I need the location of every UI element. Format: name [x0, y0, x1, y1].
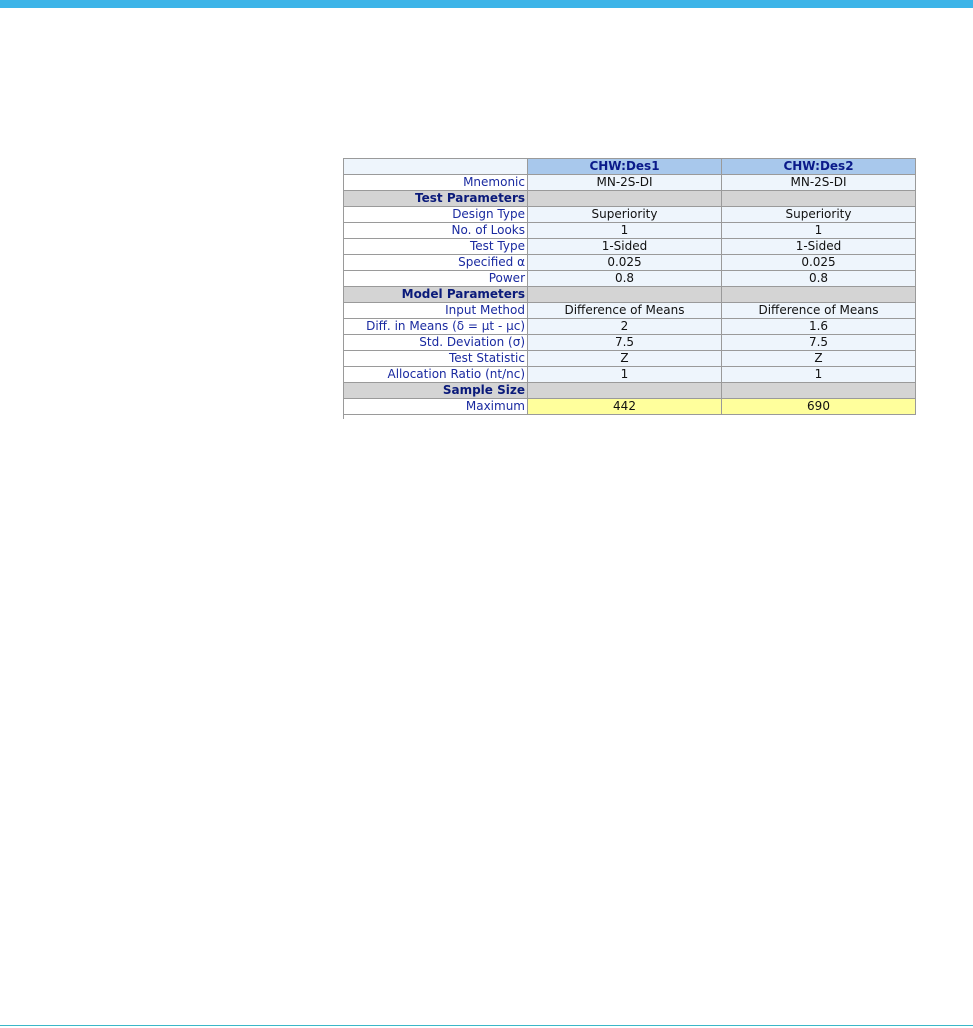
section-row-sample-size [344, 383, 916, 399]
value-cell-des1[interactable]: Z [528, 351, 722, 367]
value-cell-des2[interactable]: Difference of Means [722, 303, 916, 319]
row-label: Design Type [344, 207, 528, 223]
table-body [344, 175, 916, 415]
value-cell-des2[interactable]: 1.6 [722, 319, 916, 335]
value-cell-des1[interactable]: 7.5 [528, 335, 722, 351]
row-label: Allocation Ratio (nt/nc) [344, 367, 528, 383]
row-label: Specified α [344, 255, 528, 271]
design-comparison-table [343, 158, 916, 415]
table-header-row [344, 159, 916, 175]
row-label: Test Type [344, 239, 528, 255]
row-label: No. of Looks [344, 223, 528, 239]
value-cell-des2[interactable]: 690 [722, 399, 916, 415]
table-row-allocation-ratio-nt-nc [344, 367, 916, 383]
table-row-no-of-looks [344, 223, 916, 239]
value-cell-des1[interactable]: 0.8 [528, 271, 722, 287]
row-label: Input Method [344, 303, 528, 319]
bottom-divider [0, 1025, 973, 1026]
row-label: Test Statistic [344, 351, 528, 367]
row-label: Diff. in Means (δ = μt - μc) [344, 319, 528, 335]
value-cell-des2[interactable]: 0.8 [722, 271, 916, 287]
value-cell-des2[interactable]: 1 [722, 223, 916, 239]
design-comparison-table-container [343, 158, 915, 419]
value-cell-des2[interactable]: 1 [722, 367, 916, 383]
value-cell-des2[interactable]: 7.5 [722, 335, 916, 351]
row-label: Maximum [344, 399, 528, 415]
table-row-test-statistic [344, 351, 916, 367]
table-tail-border [343, 415, 344, 419]
row-label: Mnemonic [344, 175, 528, 191]
table-row-maximum [344, 399, 916, 415]
value-cell-des2[interactable]: 0.025 [722, 255, 916, 271]
table-row-specified [344, 255, 916, 271]
column-header-des2[interactable]: CHW:Des2 [722, 159, 916, 175]
section-filler-cell [722, 191, 916, 207]
value-cell-des2[interactable]: MN-2S-DI [722, 175, 916, 191]
table-row-mnemonic [344, 175, 916, 191]
row-label: Power [344, 271, 528, 287]
value-cell-des1[interactable]: 1 [528, 223, 722, 239]
value-cell-des1[interactable]: 0.025 [528, 255, 722, 271]
section-row-model-parameters [344, 287, 916, 303]
section-heading: Test Parameters [344, 191, 528, 207]
top-accent-bar [0, 0, 973, 8]
section-filler-cell [528, 383, 722, 399]
value-cell-des2[interactable]: 1-Sided [722, 239, 916, 255]
table-row-input-method [344, 303, 916, 319]
section-filler-cell [722, 383, 916, 399]
section-filler-cell [722, 287, 916, 303]
section-heading: Sample Size [344, 383, 528, 399]
table-row-std-deviation [344, 335, 916, 351]
value-cell-des1[interactable]: 2 [528, 319, 722, 335]
table-row-test-type [344, 239, 916, 255]
row-label: Std. Deviation (σ) [344, 335, 528, 351]
header-corner-cell [344, 159, 528, 175]
table-row-power [344, 271, 916, 287]
value-cell-des2[interactable]: Superiority [722, 207, 916, 223]
value-cell-des1[interactable]: Difference of Means [528, 303, 722, 319]
table-row-design-type [344, 207, 916, 223]
section-filler-cell [528, 191, 722, 207]
section-row-test-parameters [344, 191, 916, 207]
value-cell-des2[interactable]: Z [722, 351, 916, 367]
column-header-des1[interactable]: CHW:Des1 [528, 159, 722, 175]
section-heading: Model Parameters [344, 287, 528, 303]
section-filler-cell [528, 287, 722, 303]
value-cell-des1[interactable]: 442 [528, 399, 722, 415]
value-cell-des1[interactable]: 1-Sided [528, 239, 722, 255]
value-cell-des1[interactable]: MN-2S-DI [528, 175, 722, 191]
table-row-diff-in-means-t-c [344, 319, 916, 335]
value-cell-des1[interactable]: Superiority [528, 207, 722, 223]
value-cell-des1[interactable]: 1 [528, 367, 722, 383]
